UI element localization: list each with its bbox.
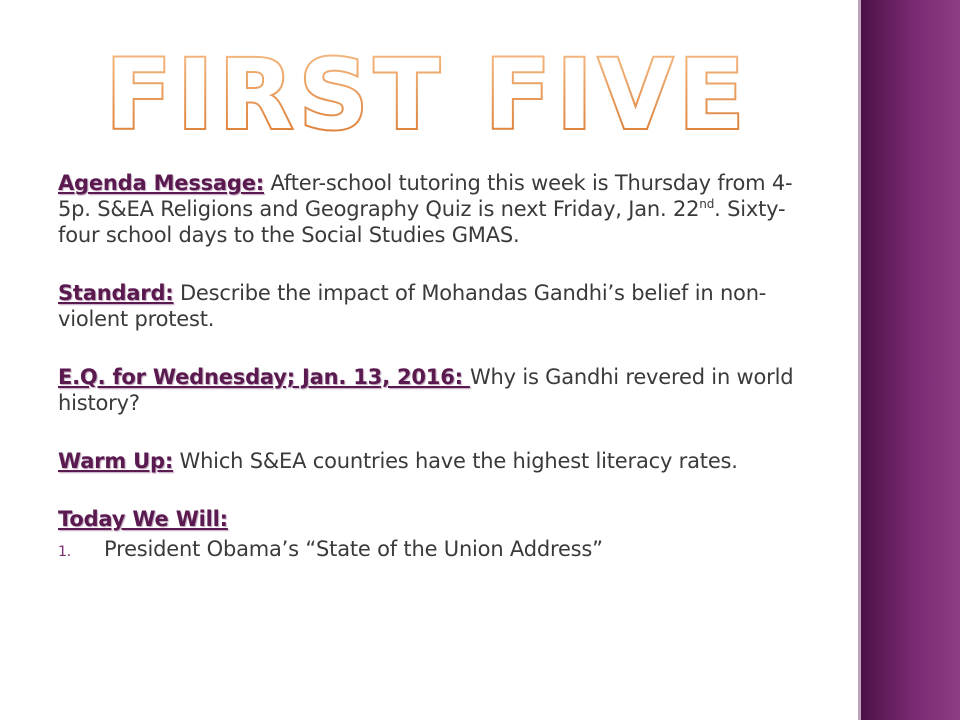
agenda-text-2: . Sixty-four school days to the Social Studies GMAS. <box>58 197 786 247</box>
standard-text: Describe the impact of Mohandas Gandhi’s belief in non-violent protest. <box>58 281 767 331</box>
agenda-text-1: After-school tutoring this week is Thursday from 4-5p. S&EA Religions and Geography Quiz is next Friday, Jan. 22 <box>58 171 793 221</box>
slide-title <box>0 30 858 140</box>
eq-text: Why is Gandhi revered in world history? <box>58 365 794 415</box>
list-item-text: President Obama’s “State of the Union Address” <box>104 537 603 561</box>
standard-paragraph <box>58 280 818 332</box>
standard-label: Standard: <box>58 281 174 305</box>
agenda-label: Agenda Message: <box>58 171 264 195</box>
agenda-superscript: nd <box>699 197 715 211</box>
agenda-paragraph <box>58 170 818 248</box>
eq-label: E.Q. for Wednesday; Jan. 13, 2016: <box>58 365 470 389</box>
list-item-number: 1. <box>58 544 71 560</box>
warmup-text: Which S&EA countries have the highest literacy rates. <box>173 449 738 473</box>
list-item <box>58 536 818 565</box>
warmup-label: Warm Up: <box>58 449 174 473</box>
today-section <box>58 506 818 565</box>
today-label: Today We Will: <box>58 507 228 531</box>
slide-body <box>58 170 818 565</box>
today-list <box>58 536 818 565</box>
eq-paragraph <box>58 364 818 416</box>
warmup-paragraph <box>58 448 818 474</box>
slide-title-text: FIRST FIVE <box>105 39 751 140</box>
decorative-sidebar <box>858 0 960 720</box>
slide-title-graphic <box>0 30 858 140</box>
